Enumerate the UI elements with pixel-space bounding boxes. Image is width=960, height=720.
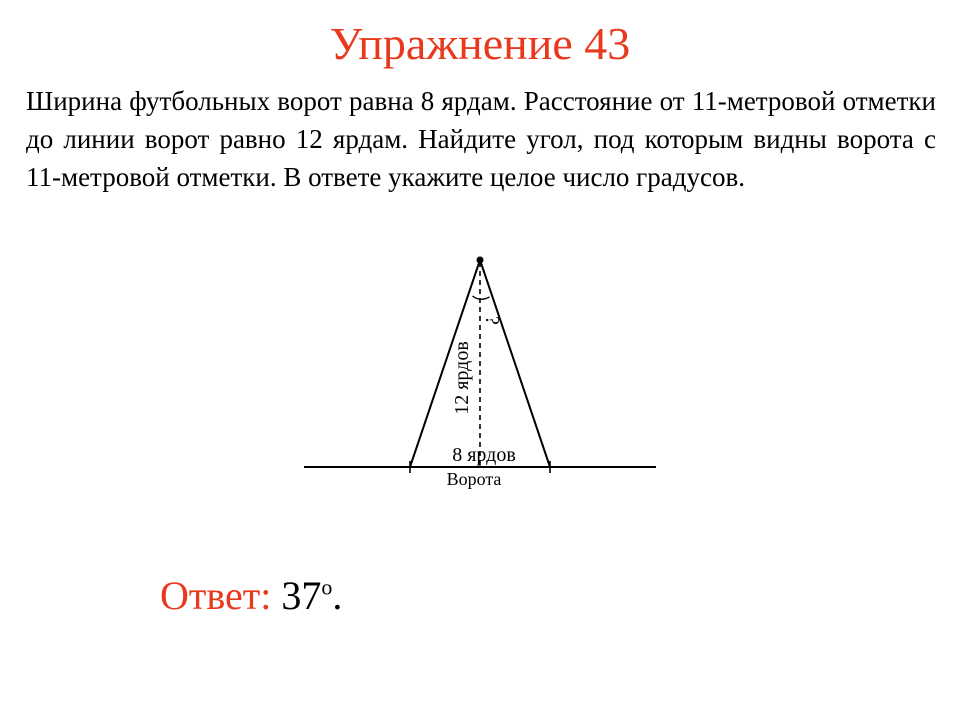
angle-arc [473,296,490,299]
goal-label: Ворота [446,469,502,489]
problem-statement: Ширина футбольных ворот равна 8 ярдам. Расстояние от 11-метровой отметки до линии ворот равно 12 ярдам. Найдите угол, под которым видны ворота с 11-метровой отметки. В ответе укажите целое число градусов. [26,86,936,192]
width-label: 8 ярдов [452,444,516,466]
answer-value: 37 [281,573,322,618]
goal-angle-diagram [300,250,660,500]
penalty-spot [477,257,484,264]
exercise-title: Упражнение 43 [329,18,631,69]
degree-sign: o [321,574,333,600]
answer-period: . [332,573,343,618]
angle-label: ? [481,316,503,325]
answer-label: Ответ: [160,573,272,618]
height-label: 12 ярдов [451,341,473,415]
right-sight-line [480,260,550,467]
answer [160,568,342,624]
